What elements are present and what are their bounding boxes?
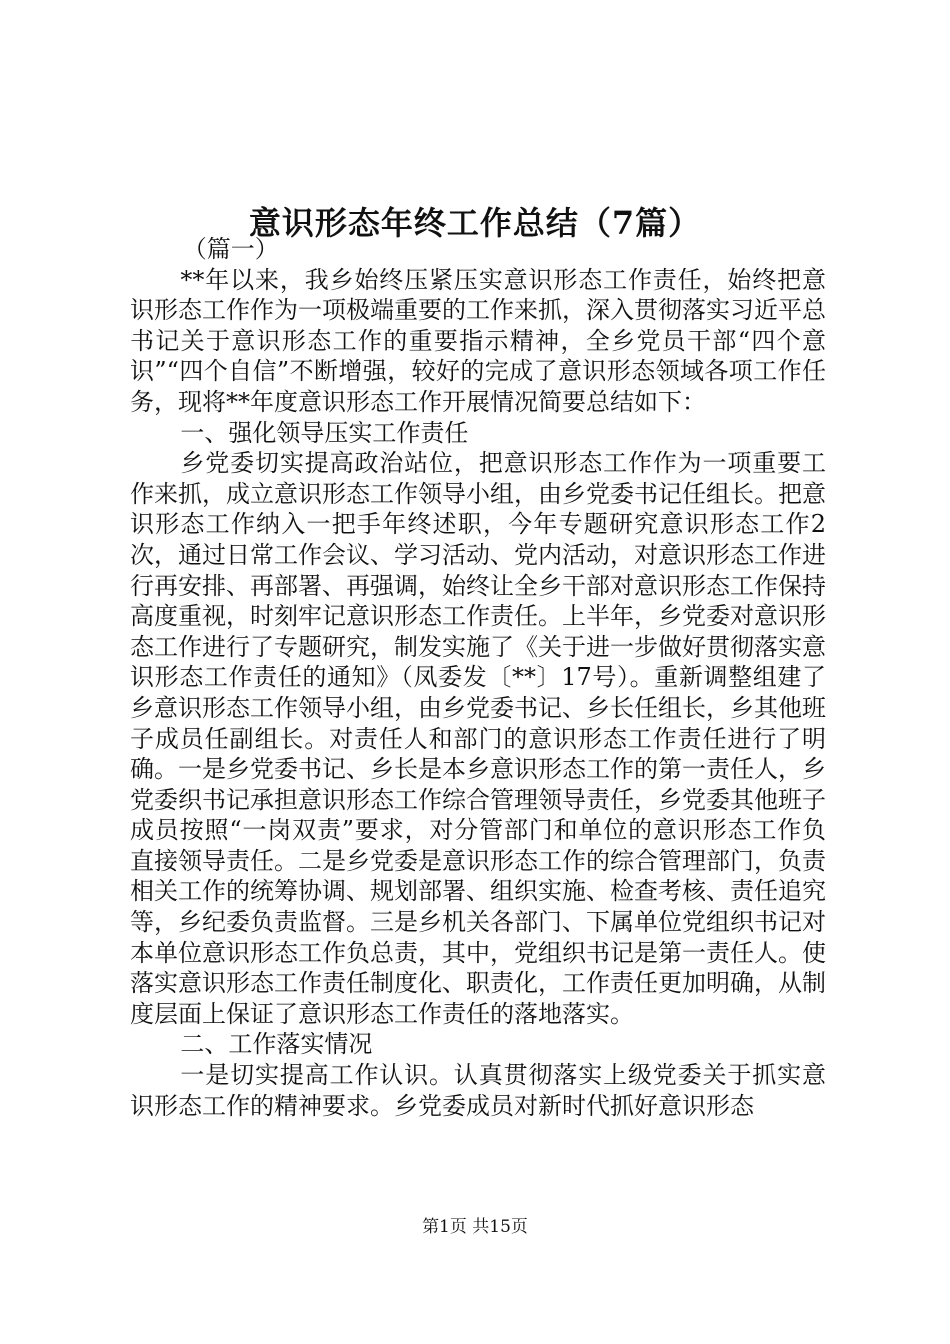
section-2-paragraph: 一是切实提高工作认识。认真贯彻落实上级党委关于抓实意识形态工作的精神要求。乡党委成员对新时代抓好意识形态	[130, 1061, 826, 1120]
section-heading-2: 二、工作落实情况	[180, 1030, 373, 1059]
page-footer: 第1页 共15页	[422, 1217, 528, 1237]
section-label: （篇一）	[182, 235, 279, 263]
intro-paragraph: **年以来，我乡始终压紧压实意识形态工作责任，始终把意识形态工作作为一项极端重要的工作来抓，深入贯彻落实习近平总书记关于意识形态工作的重要指示精神，全乡党员干部“四个意识”“四个自信”不断增强，较好的完成了意识形态领域各项工作任务，现将**年度意识形态工作开展情况简要总结如下：	[130, 265, 826, 416]
document-body	[130, 234, 826, 1121]
section-heading-1: 一、强化领导压实工作责任	[180, 418, 469, 447]
section-1-paragraph: 乡党委切实提高政治站位，把意识形态工作作为一项重要工作来抓，成立意识形态工作领导小组，由乡党委书记任组长。把意识形态工作纳入一把手年终述职，今年专题研究意识形态工作2次，通过日常工作会议、学习活动、党内活动，对意识形态工作进行再安排、再部署、再强调，始终让全乡干部对意识形态工作保持高度重视，时刻牢记意识形态工作责任。上半年，乡党委对意识形态工作进行了专题研究，制发实施了《关于进一步做好贯彻落实意识形态工作责任的通知》（凤委发〔**〕17号）。重新调整组建了乡意识形态工作领导小组，由乡党委书记、乡长任组长，乡其他班子成员任副组长。对责任人和部门的意识形态工作责任进行了明确。一是乡党委书记、乡长是本乡意识形态工作的第一责任人，乡党委织书记承担意识形态工作综合管理领导责任，乡党委其他班子成员按照“一岗双责”要求，对分管部门和单位的意识形态工作负直接领导责任。二是乡党委是意识形态工作的综合管理部门，负责相关工作的统筹协调、规划部署、组织实施、检查考核、责任追究等，乡纪委负责监督。三是乡机关各部门、下属单位党组织书记对本单位意识形态工作负总责，其中，党组织书记是第一责任人。使落实意识形态工作责任制度化、职责化，工作责任更加明确，从制度层面上保证了意识形态工作责任的落地落实。	[130, 449, 826, 1028]
document-title: 意识形态年终工作总结（7篇）	[248, 204, 702, 243]
